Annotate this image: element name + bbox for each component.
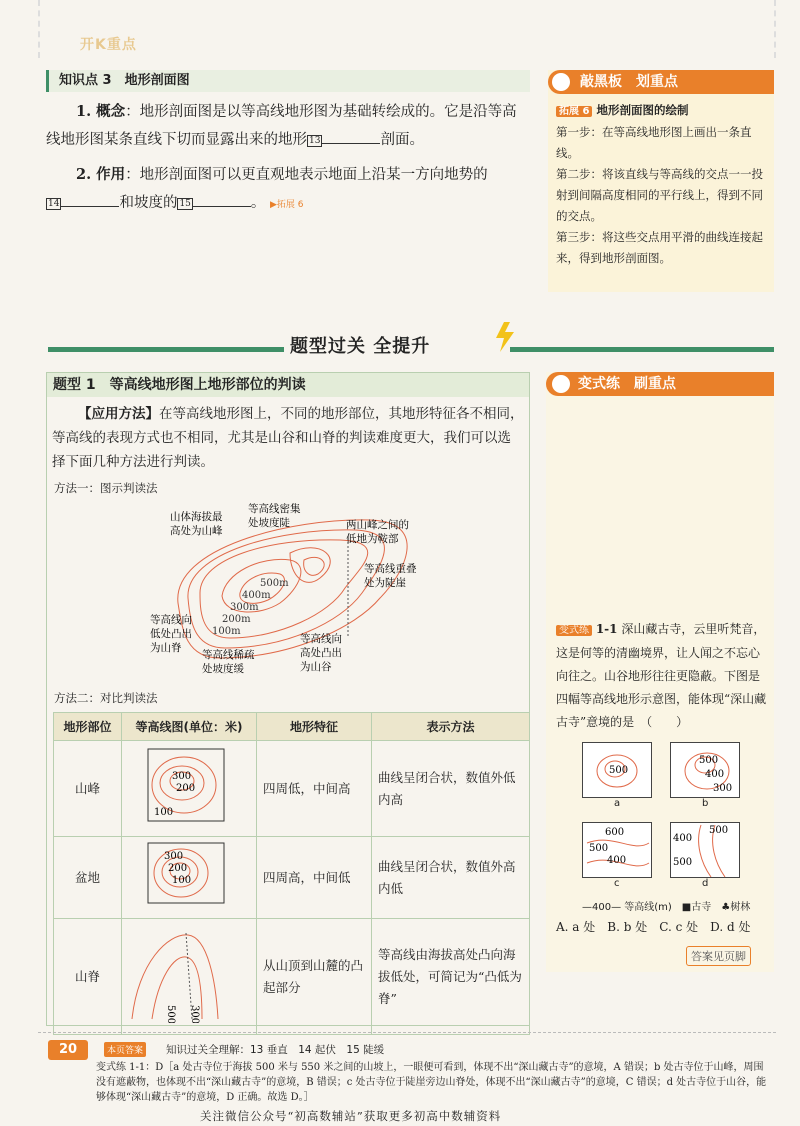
method-text: 在等高线地形图上，不同的地形部位，其地形特征各不相同，等高线的表现方式也不相同，尤其是山谷和山脊的判读难度更大，我们可以选择下面几种方法进行判读。 xyxy=(52,406,524,470)
map-a-num: 500 xyxy=(609,765,629,776)
basin-num-300: 300 xyxy=(164,851,184,862)
map-legend: —400— 等高线(m) ■古寺 ♣树林 xyxy=(582,902,751,913)
map-c-label: c xyxy=(614,878,620,889)
ridge-label-c: 为山脊 xyxy=(150,642,182,654)
terrain-name: 山脊 xyxy=(54,919,122,1035)
practice-question xyxy=(556,618,768,734)
p1-label: 1. 概念 xyxy=(76,103,126,120)
peak-contour-icon xyxy=(128,745,250,825)
feature-cell: 从山顶到山麓的凸起部分 xyxy=(257,919,372,1035)
p1-text-b: 线地形图某条直线下切而显露出来的地形 xyxy=(46,132,307,148)
peak-num-200: 200 xyxy=(176,783,196,794)
peak-num-100: 100 xyxy=(154,807,174,818)
brand-logo: 开K重点 xyxy=(80,37,137,53)
map-d-num-500a: 500 xyxy=(709,825,729,836)
answer-line-1: 知识过关全理解：13 垂直 14 起伏 15 陡缓 xyxy=(166,1044,385,1056)
kp3-body xyxy=(46,98,536,219)
terrain-name: 盆地 xyxy=(54,837,122,919)
col-contour: 等高线图(单位：米) xyxy=(122,713,257,741)
lightning-icon xyxy=(492,322,516,352)
step-3: 第三步：将这些交点用平滑的曲线连接起来，得到地形剖面图。 xyxy=(556,230,763,265)
ridge-num-300: 300 xyxy=(189,1005,200,1023)
method-1-label: 方法一：图示判读法 xyxy=(54,481,158,495)
page-number: 20 xyxy=(48,1040,88,1060)
peak-label-a: 山体海拔最 xyxy=(170,511,223,523)
contour-label-400: 400m xyxy=(242,590,271,601)
map-b-num-400: 400 xyxy=(705,769,725,780)
method-label: 【应用方法】 xyxy=(78,406,159,422)
band-line-right xyxy=(510,347,774,352)
extension-link[interactable]: ▶拓展 6 xyxy=(270,200,304,210)
col-feature: 地形特征 xyxy=(257,713,372,741)
side-note-heading: 敲黑板 划重点 xyxy=(548,70,774,94)
practice-icon xyxy=(552,375,570,393)
top-band xyxy=(38,0,776,58)
map-c-num-500: 500 xyxy=(589,843,609,854)
map-a-label: a xyxy=(614,798,621,809)
map-a xyxy=(582,742,652,798)
contour-label-100: 100m xyxy=(212,626,241,637)
contour-label-300: 300m xyxy=(230,602,259,613)
kp3-heading: 知识点 3 地形剖面图 xyxy=(46,70,530,92)
ridge-label-a: 等高线向 xyxy=(150,614,192,626)
map-b-num-300: 300 xyxy=(713,783,733,794)
answer-tag: 本页答案 xyxy=(104,1042,146,1057)
contour-cell xyxy=(122,919,257,1035)
cliff-label-b: 处为陡崖 xyxy=(364,577,406,589)
method-2-label: 方法二：对比判读法 xyxy=(54,691,158,705)
map-d xyxy=(670,822,740,878)
method-paragraph xyxy=(52,402,524,474)
valley-label-c: 为山谷 xyxy=(300,661,332,673)
peak-label-b: 高处为山峰 xyxy=(170,525,223,537)
contour-label-200: 200m xyxy=(222,614,251,625)
table-row xyxy=(54,741,530,837)
p1-text-c: 剖面。 xyxy=(380,132,424,148)
saddle-label-a: 两山峰之间的 xyxy=(346,519,409,531)
step-1: 第一步：在等高线地形图上画出一条直线。 xyxy=(556,125,752,160)
type1-heading: 题型 1 等高线地形图上地形部位的判读 xyxy=(47,373,529,397)
p1-text-a: ：地形剖面图是以等高线地形图为基础转绘成的。它是沿等高 xyxy=(125,104,517,120)
practice-number: 1-1 xyxy=(595,622,618,636)
blank-number-13: 13 xyxy=(309,136,321,146)
blank-14[interactable] xyxy=(61,191,119,207)
peak-num-300: 300 xyxy=(172,771,192,782)
step-2: 第二步：将该直线与等高线的交点一一投射到间隔高度相同的平行线上，得到不同的交点。 xyxy=(556,167,763,223)
map-c-num-400: 400 xyxy=(607,855,627,866)
comparison-table xyxy=(53,712,530,1035)
map-c xyxy=(582,822,652,878)
blank-15[interactable] xyxy=(193,191,251,207)
map-b-label: b xyxy=(702,798,709,809)
practice-tag: 变式练 xyxy=(556,625,592,636)
ridge-num-500: 500 xyxy=(165,1005,176,1023)
p2-text-c: 。 xyxy=(250,195,266,211)
valley-label-b: 高处凸出 xyxy=(300,647,342,659)
cliff-label-a: 等高线重叠 xyxy=(364,563,417,575)
valley-label-a: 等高线向 xyxy=(300,633,342,645)
blank-number-14: 14 xyxy=(48,199,60,209)
map-d-num-500b: 500 xyxy=(673,857,693,868)
practice-text: 深山藏古寺，云里听梵音，这是何等的清幽境界，让人闻之不忘心向往之。山谷地形往往更隐蔽。下图是四幅等高线地形示意图，能体现“深山藏古寺”意境的是 （ ） xyxy=(556,622,767,729)
table-row xyxy=(54,837,530,919)
promo-text: 关注微信公众号“初高数辅站”获取更多初高中数辅资料 xyxy=(200,1109,502,1123)
basin-num-100: 100 xyxy=(172,875,192,886)
table-header-row xyxy=(54,713,530,741)
contour-diagram xyxy=(140,498,460,683)
map-b-num-500: 500 xyxy=(699,755,719,766)
blank-number-15: 15 xyxy=(179,199,191,209)
p2-text-b: 和坡度的 xyxy=(119,195,178,211)
saddle-label-b: 低地为鞍部 xyxy=(346,533,399,545)
map-b xyxy=(670,742,740,798)
practice-heading: 变式练 刷重点 xyxy=(546,372,774,396)
sparse-label-a: 等高线稀疏 xyxy=(202,649,255,661)
p2-label: 2. 作用 xyxy=(76,166,126,183)
answer-tip-button[interactable]: 答案见页脚 xyxy=(686,946,751,966)
map-d-label: d xyxy=(702,878,709,889)
answer-line-2: 变式练 1-1：D［a 处古寺位于海拔 500 米与 550 米之间的山坡上，一眼便可看到，体现不出“深山藏古寺”的意境，A 错误；b 处古寺位于山峰，周围没有遮蔽物，也体现不出“深山藏古寺”的意境，B 错误；c 处古寺位于陡崖旁边山脊处，体现不出“深山藏古寺”的意境，C 错误；d 处古寺位于山谷，能够体现“深山藏古寺”的意境，D 正确。故选 D。］ xyxy=(96,1062,767,1103)
contour-cell xyxy=(122,837,257,919)
dense-label-a: 等高线密集 xyxy=(248,503,301,515)
map-d-num-400: 400 xyxy=(673,833,693,844)
ridge-contour-icon xyxy=(128,923,250,1023)
extension-title: 地形剖面图的绘制 xyxy=(596,103,689,117)
p2-text-a: ：地形剖面图可以更直观地表示地面上沿某一方向地势的 xyxy=(125,167,488,183)
blank-13[interactable] xyxy=(322,128,380,144)
extension-tag: 拓展 6 xyxy=(556,106,592,117)
map-c-num-600: 600 xyxy=(605,827,625,838)
method-cell: 曲线呈闭合状，数值外低内高 xyxy=(372,741,530,837)
section-title: 题型过关 全提升 xyxy=(290,336,431,357)
sparse-label-b: 处坡度缓 xyxy=(202,663,244,675)
feature-cell: 四周低，中间高 xyxy=(257,741,372,837)
ridge-label-b: 低处凸出 xyxy=(150,628,192,640)
terrain-name: 山峰 xyxy=(54,741,122,837)
dense-label-b: 处坡度陡 xyxy=(248,517,290,529)
col-method: 表示方法 xyxy=(372,713,530,741)
contour-cell xyxy=(122,741,257,837)
basin-num-200: 200 xyxy=(168,863,188,874)
speaker-icon xyxy=(552,73,570,91)
method-cell: 等高线由海拔高处凸向海拔低处，可简记为“凸低为脊” xyxy=(372,919,530,1035)
table-row xyxy=(54,919,530,1035)
answer-options: A. a 处 B. b 处 C. c 处 D. d 处 xyxy=(556,920,751,934)
side-note-body xyxy=(548,100,774,322)
feature-cell: 四周高，中间低 xyxy=(257,837,372,919)
col-terrain: 地形部位 xyxy=(54,713,122,741)
basin-contour-icon xyxy=(128,841,250,907)
band-line-left xyxy=(48,347,284,352)
method-cell: 曲线呈闭合状，数值外高内低 xyxy=(372,837,530,919)
contour-label-500: 500m xyxy=(260,578,289,589)
